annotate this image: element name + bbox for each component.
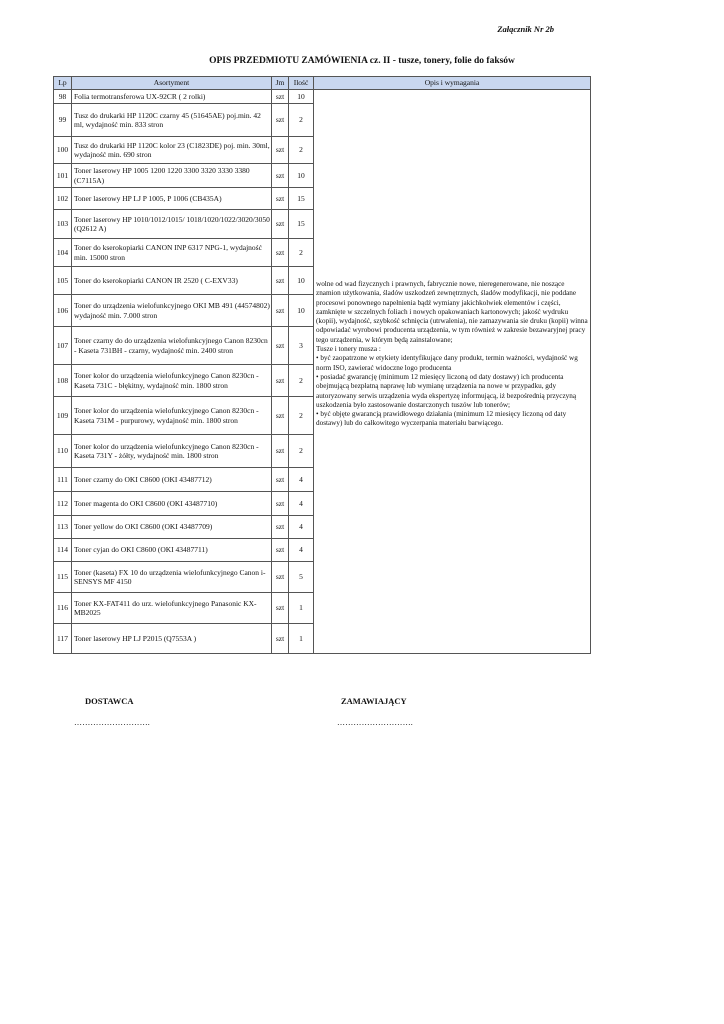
row-name: Tusz do drukarki HP 1120C kolor 23 (C1823DE) poj. min. 30ml, wydajność min. 690 stron: [72, 137, 272, 164]
supplier-label: DOSTAWCA: [85, 696, 134, 706]
row-quantity: 5: [289, 562, 314, 593]
row-quantity: 2: [289, 365, 314, 397]
row-name: Toner do urządzenia wielofunkcyjnego OKI MB 491 (44574802) wydajność min. 7.000 stron: [72, 295, 272, 327]
row-name: Toner kolor do urządzenia wielofunkcyjnego Canon 8230cn - Kaseta 731Y - żółty, wydajność min. 1800 stron: [72, 435, 272, 468]
row-lp: 117: [54, 624, 72, 654]
row-name: Toner laserowy HP 1005 1200 1220 3300 3320 3330 3380 (C7115A): [72, 164, 272, 188]
row-unit: szt: [272, 104, 289, 137]
row-lp: 110: [54, 435, 72, 468]
row-quantity: 4: [289, 539, 314, 562]
row-unit: szt: [272, 492, 289, 516]
row-quantity: 10: [289, 164, 314, 188]
row-quantity: 4: [289, 492, 314, 516]
row-lp: 103: [54, 210, 72, 239]
header-unit: Jm: [272, 77, 289, 90]
row-lp: 112: [54, 492, 72, 516]
row-name: Toner kolor do urządzenia wielofunkcyjnego Canon 8230cn - Kaseta 731C - błękitny, wydajność min. 1800 stron: [72, 365, 272, 397]
row-lp: 109: [54, 397, 72, 435]
requirements-paragraph: • być objęte gwarancją prawidłowego działania (minimum 12 miesięcy liczoną od daty dostawy) lub do całkowitego wyczerpania materiału barwiącego.: [316, 410, 567, 428]
row-lp: 115: [54, 562, 72, 593]
row-quantity: 2: [289, 435, 314, 468]
row-lp: 106: [54, 295, 72, 327]
header-assortment: Asortyment: [72, 77, 272, 90]
row-unit: szt: [272, 239, 289, 267]
row-unit: szt: [272, 397, 289, 435]
row-quantity: 2: [289, 239, 314, 267]
table-row: [54, 90, 591, 104]
row-unit: szt: [272, 516, 289, 539]
row-quantity: 4: [289, 468, 314, 492]
row-unit: szt: [272, 365, 289, 397]
row-lp: 105: [54, 267, 72, 295]
row-quantity: 1: [289, 624, 314, 654]
row-lp: 98: [54, 90, 72, 104]
row-quantity: 10: [289, 267, 314, 295]
orderer-signature-line: ……………………….: [337, 718, 413, 727]
row-unit: szt: [272, 327, 289, 365]
row-quantity: 10: [289, 90, 314, 104]
row-lp: 100: [54, 137, 72, 164]
row-name: Toner (kaseta) FX 10 do urządzenia wielofunkcyjnego Canon i-SENSYS MF 4150: [72, 562, 272, 593]
row-unit: szt: [272, 295, 289, 327]
requirements-paragraph: wolne od wad fizycznych i prawnych, fabrycznie nowe, nieregenerowane, nie noszące znamion użytkowania, śladów uszkodzeń zewnętrznych, śladów modyfikacji, nie poddane procesowi ponownego napełnienia bądź wymiany jakichkolwiek elementów i części, zamknięte w szczelnych foliach i nowych opakowaniach kartonowych; jakość wydruku (kopii), wydajność, szybkość schnięcia (utrwalenia), nie zamazywania sie druku (kopii) winna odpowiadać wyrobowi producenta urządzenia, w tym również w zakresie bezawaryjnej pracy tego urządzenia, w którym będą zainstalowane;: [316, 280, 588, 344]
row-lp: 111: [54, 468, 72, 492]
row-name: Toner magenta do OKI C8600 (OKI 43487710): [72, 492, 272, 516]
row-lp: 113: [54, 516, 72, 539]
row-quantity: 3: [289, 327, 314, 365]
row-name: Toner laserowy HP LJ P 1005, P 1006 (CB435A): [72, 188, 272, 210]
row-quantity: 2: [289, 137, 314, 164]
row-unit: szt: [272, 539, 289, 562]
row-unit: szt: [272, 562, 289, 593]
row-name: Toner czarny do do urządzenia wielofunkcyjnego Canon 8230cn - Kaseta 731BH - czarny, wydajność min. 2400 stron: [72, 327, 272, 365]
row-name: Toner laserowy HP LJ P2015 (Q7553A ): [72, 624, 272, 654]
row-name: Toner kolor do urządzenia wielofunkcyjnego Canon 8230cn - Kaseta 731M - purpurowy, wydajność min. 1800 stron: [72, 397, 272, 435]
row-lp: 102: [54, 188, 72, 210]
row-lp: 101: [54, 164, 72, 188]
row-unit: szt: [272, 267, 289, 295]
requirements-paragraph: • posiadać gwarancję (minimum 12 miesięcy liczoną od daty dostawy) ich producenta obejmującą bezpłatną naprawę lub wymianę urządzenia na nowe w przypadku, gdy autoryzowany serwis urządzenia wyda ekspertyzę informującą, iż bezpośrednią przyczyną uszkodzenia było zastosowanie dostarczonych tuszów lub tonerów;: [316, 372, 577, 409]
row-lp: 116: [54, 593, 72, 624]
requirements-paragraph: Tusze i tonery musza :: [316, 345, 381, 354]
row-quantity: 2: [289, 397, 314, 435]
row-unit: szt: [272, 624, 289, 654]
row-lp: 104: [54, 239, 72, 267]
row-lp: 99: [54, 104, 72, 137]
header-requirements: Opis i wymagania: [314, 77, 591, 90]
supplier-signature-line: ……………………….: [74, 718, 150, 727]
row-quantity: 1: [289, 593, 314, 624]
row-unit: szt: [272, 90, 289, 104]
document-title: OPIS PRZEDMIOTU ZAMÓWIENIA cz. II - tusze, tonery, folie do faksów: [209, 56, 515, 66]
row-name: Toner do kserokopiarki CANON IR 2520 ( C-EXV33): [72, 267, 272, 295]
row-name: Toner KX-FAT411 do urz. wielofunkcyjnego Panasonic KX-MB2025: [72, 593, 272, 624]
row-name: Toner do kserokopiarki CANON INP 6317 NPG-1, wydajność min. 15000 stron: [72, 239, 272, 267]
row-quantity: 4: [289, 516, 314, 539]
row-name: Tusz do drukarki HP 1120C czarny 45 (51645AE) poj.min. 42 ml, wydajność min. 833 stron: [72, 104, 272, 137]
row-unit: szt: [272, 210, 289, 239]
header-quantity: Ilość: [289, 77, 314, 90]
row-quantity: 15: [289, 210, 314, 239]
order-table: [53, 76, 591, 654]
orderer-label: ZAMAWIAJĄCY: [341, 696, 407, 706]
row-name: Toner laserowy HP 1010/1012/1015/ 1018/1020/1022/3020/3050 (Q2612 A): [72, 210, 272, 239]
row-name: Folia termotransferowa UX-92CR ( 2 rolki): [72, 90, 272, 104]
row-unit: szt: [272, 188, 289, 210]
row-lp: 114: [54, 539, 72, 562]
row-lp: 108: [54, 365, 72, 397]
row-unit: szt: [272, 435, 289, 468]
header-lp: Lp: [54, 77, 72, 90]
row-name: Toner cyjan do OKI C8600 (OKI 43487711): [72, 539, 272, 562]
row-unit: szt: [272, 468, 289, 492]
requirements-cell: [314, 90, 591, 654]
row-quantity: 10: [289, 295, 314, 327]
row-quantity: 2: [289, 104, 314, 137]
row-unit: szt: [272, 164, 289, 188]
row-name: Toner yellow do OKI C8600 (OKI 43487709): [72, 516, 272, 539]
row-name: Toner czarny do OKI C8600 (OKI 43487712): [72, 468, 272, 492]
row-quantity: 15: [289, 188, 314, 210]
row-lp: 107: [54, 327, 72, 365]
row-unit: szt: [272, 593, 289, 624]
requirements-paragraph: • być zaopatrzone w etykiety identyfikujące dany produkt, termin ważności, wydajność wg norm ISO, zawierać widoczne logo producenta: [316, 354, 578, 372]
row-unit: szt: [272, 137, 289, 164]
table-header-row: [54, 77, 591, 90]
attachment-label: Załącznik Nr 2b: [497, 24, 554, 34]
